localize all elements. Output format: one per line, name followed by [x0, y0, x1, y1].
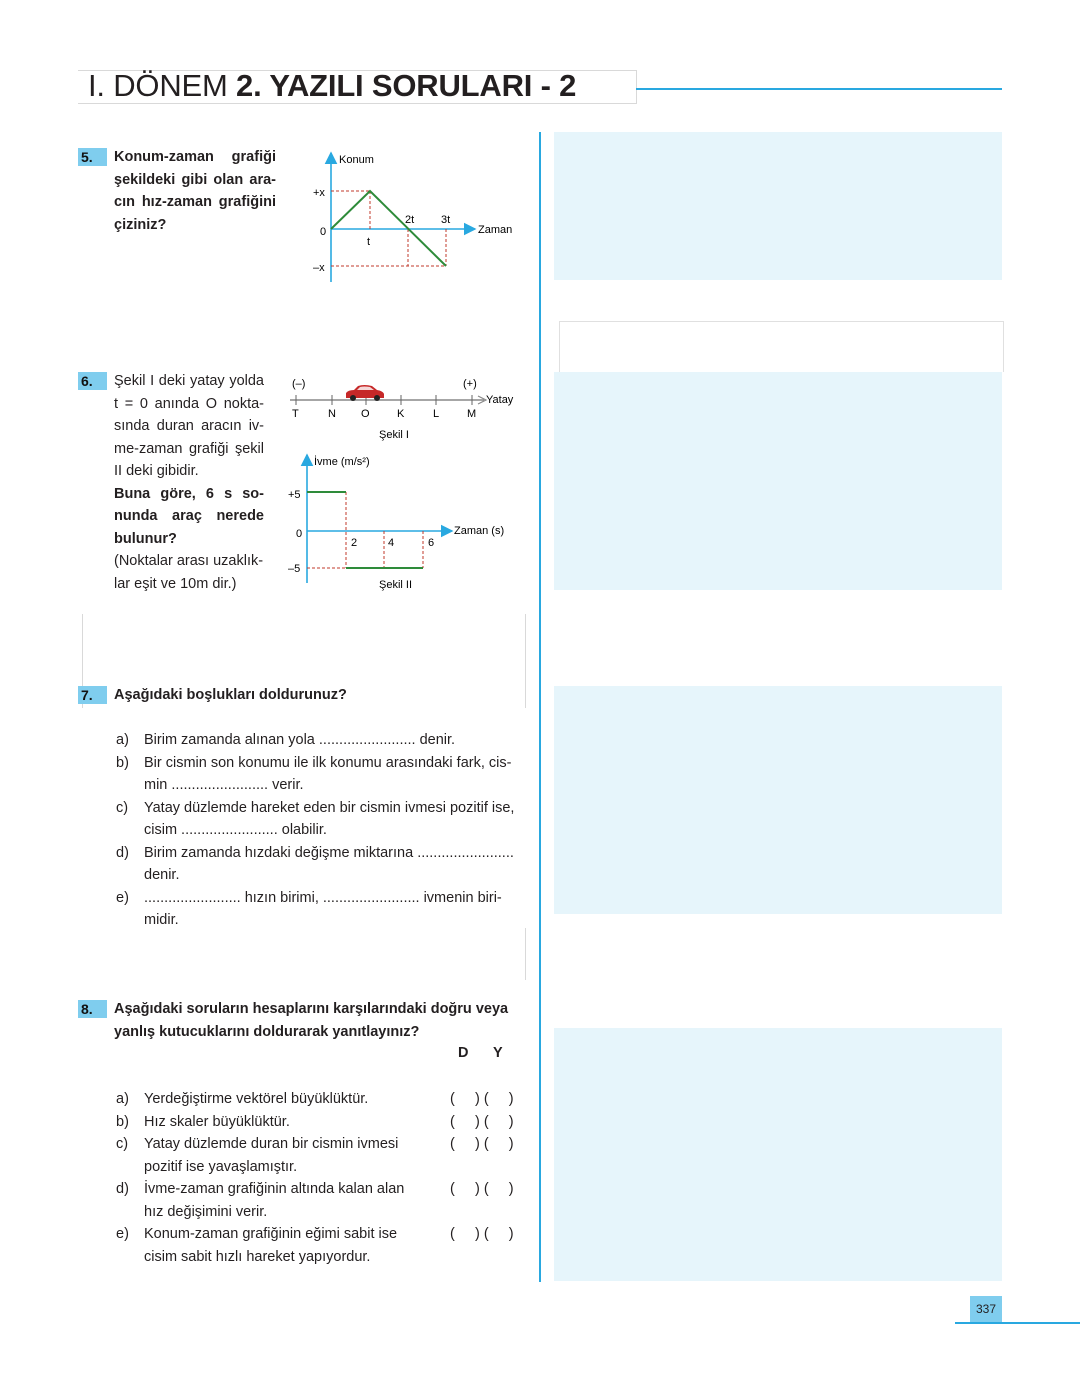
- item-line: Yatay düzlemde duran bir cismin ivmesi: [144, 1136, 399, 1152]
- x-tick: 6: [428, 537, 435, 549]
- y-tick: –5: [288, 563, 301, 575]
- x-tick: 4: [388, 537, 395, 549]
- page-title: [88, 68, 576, 104]
- item-label: b): [116, 1113, 129, 1130]
- y-tick: –x: [313, 262, 325, 274]
- x-tick: 2t: [405, 214, 415, 226]
- question-8-prompt: [114, 998, 524, 1043]
- figure-1-caption: Şekil I: [379, 429, 409, 441]
- y-tick: +5: [288, 489, 301, 501]
- road-axis-label: Yatay: [486, 394, 514, 406]
- item-label: e): [116, 889, 129, 906]
- item-label: c): [116, 1136, 129, 1152]
- y-axis-label: Konum: [339, 154, 374, 166]
- answer-boxes[interactable]: ( ) ( ): [450, 1181, 514, 1197]
- question-number-6: 6.: [78, 372, 107, 390]
- x-axis-label: Zaman (s): [454, 525, 505, 537]
- point-label: K: [397, 408, 405, 420]
- q5-line: çiziniz?: [114, 216, 167, 233]
- item-label: e): [116, 1226, 129, 1242]
- guide-line: [525, 614, 526, 708]
- answer-panel-8[interactable]: [554, 1028, 1002, 1281]
- answer-panel-5[interactable]: [554, 132, 1002, 280]
- item-line: pozitif ise yavaşlamıştır.: [144, 1158, 298, 1175]
- y-tick: 0: [296, 528, 303, 540]
- position-time-graph: [300, 145, 530, 285]
- item-label: a): [116, 1091, 129, 1107]
- q6-note-line: lar eşit ve 10m dir.): [114, 575, 237, 592]
- question-7-prompt: Aşağıdaki boşlukları doldurunuz?: [114, 687, 347, 703]
- y-tick: 0: [320, 226, 327, 238]
- x-tick: 3t: [441, 214, 451, 226]
- item-line: midir.: [144, 912, 179, 928]
- point-label: N: [328, 408, 336, 420]
- column-divider: [539, 132, 541, 1282]
- item-label: d): [116, 1181, 129, 1197]
- item-line: Birim zamanda hızdaki değişme miktarına ........................: [144, 844, 514, 861]
- plus-label: (+): [463, 378, 477, 390]
- item-line: Hız skaler büyüklüktür.: [144, 1113, 290, 1130]
- q5-line: şekildeki gibi olan ara-: [114, 171, 276, 188]
- item-line: hız değişimini verir.: [144, 1203, 268, 1220]
- question-number-5: 5.: [78, 148, 107, 166]
- item-label: a): [116, 732, 129, 748]
- q8-prompt-line: Aşağıdaki soruların hesaplarını karşılarındaki doğru veya: [114, 1001, 509, 1017]
- minus-label: (–): [292, 378, 306, 390]
- answer-boxes[interactable]: ( ) ( ): [450, 1136, 514, 1152]
- item-line: cisim sabit hızlı hareket yapıyordur.: [144, 1248, 371, 1265]
- car-icon: [346, 385, 384, 401]
- item-line: Yerdeğiştirme vektörel büyüklüktür.: [144, 1091, 369, 1107]
- q6-line: bulunur?: [114, 530, 177, 547]
- title-part-2: 2. YAZILI SORULARI - 2: [236, 68, 577, 103]
- point-label: O: [361, 408, 370, 420]
- q6-line: II deki gibidir.: [114, 463, 199, 479]
- q6-line: t = 0 anında O nokta-: [114, 395, 264, 412]
- guide-line: [525, 928, 526, 980]
- item-label: b): [116, 754, 129, 771]
- question-number-7: 7.: [78, 686, 107, 704]
- answer-panel-7[interactable]: [554, 686, 1002, 914]
- q5-line: Konum-zaman grafiği: [114, 149, 276, 165]
- question-number-8: 8.: [78, 1000, 107, 1018]
- q6-line: me-zaman grafiği şekil: [114, 440, 264, 457]
- title-part-1: I. DÖNEM: [88, 68, 237, 103]
- answer-panel-6[interactable]: [554, 372, 1002, 590]
- y-tick: +x: [313, 187, 325, 199]
- x-tick: t: [367, 236, 371, 248]
- item-line: Birim zamanda alınan yola ........................ denir.: [144, 732, 456, 748]
- acceleration-time-graph: [284, 448, 524, 591]
- item-line: Bir cismin son konumu ile ilk konumu arasındaki fark, cis-: [144, 754, 512, 771]
- answer-boxes[interactable]: ( ) ( ): [450, 1226, 514, 1242]
- q5-line: cın hız-zaman grafiğini: [114, 194, 276, 210]
- item-line: denir.: [144, 867, 180, 883]
- q6-line: Şekil I deki yatay yolda: [114, 373, 264, 389]
- column-d-header: D: [458, 1045, 469, 1061]
- page-number: 337: [970, 1296, 1002, 1322]
- fill-in-list: [116, 729, 518, 929]
- point-label: L: [433, 408, 440, 420]
- answer-boxes[interactable]: ( ) ( ): [450, 1091, 514, 1107]
- q6-note-line: (Noktalar arası uzaklık-: [114, 553, 264, 569]
- title-rule: [636, 88, 1002, 90]
- question-6-text: [114, 370, 264, 595]
- item-label: c): [116, 799, 129, 816]
- item-line: cisim ........................ olabilir.: [144, 822, 327, 838]
- y-axis-label: İvme (m/s²): [314, 456, 370, 468]
- q6-line: nunda araç nerede: [114, 508, 264, 524]
- road-figure: [284, 372, 524, 444]
- column-y-header: Y: [493, 1045, 503, 1061]
- item-line: Yatay düzlemde hareket eden bir cismin ivmesi pozitif ise,: [144, 799, 515, 816]
- true-false-list: [116, 1088, 520, 1268]
- q6-line: sında duran aracın iv-: [114, 418, 264, 434]
- x-axis-label: Zaman: [478, 224, 513, 236]
- item-line: İvme-zaman grafiğinin altında kalan alan: [144, 1181, 405, 1197]
- point-label: T: [292, 408, 299, 420]
- item-label: d): [116, 844, 129, 861]
- x-tick: 2: [351, 537, 358, 549]
- answer-boxes[interactable]: ( ) ( ): [450, 1113, 514, 1130]
- footer-rule: [955, 1322, 1080, 1324]
- item-line: min ........................ verir.: [144, 777, 304, 793]
- answer-panel-6-top: [559, 321, 1004, 372]
- item-line: Konum-zaman grafiğinin eğimi sabit ise: [144, 1226, 398, 1242]
- figure-2-caption: Şekil II: [379, 579, 413, 591]
- question-5-text: [114, 146, 276, 236]
- item-line: ........................ hızın birimi, ........................ ivmenin biri-: [144, 889, 502, 906]
- point-label: M: [467, 408, 477, 420]
- q8-prompt-line: yanlış kutucuklarını doldurarak yanıtlayınız?: [114, 1023, 420, 1040]
- q6-line: Buna göre, 6 s so-: [114, 485, 264, 502]
